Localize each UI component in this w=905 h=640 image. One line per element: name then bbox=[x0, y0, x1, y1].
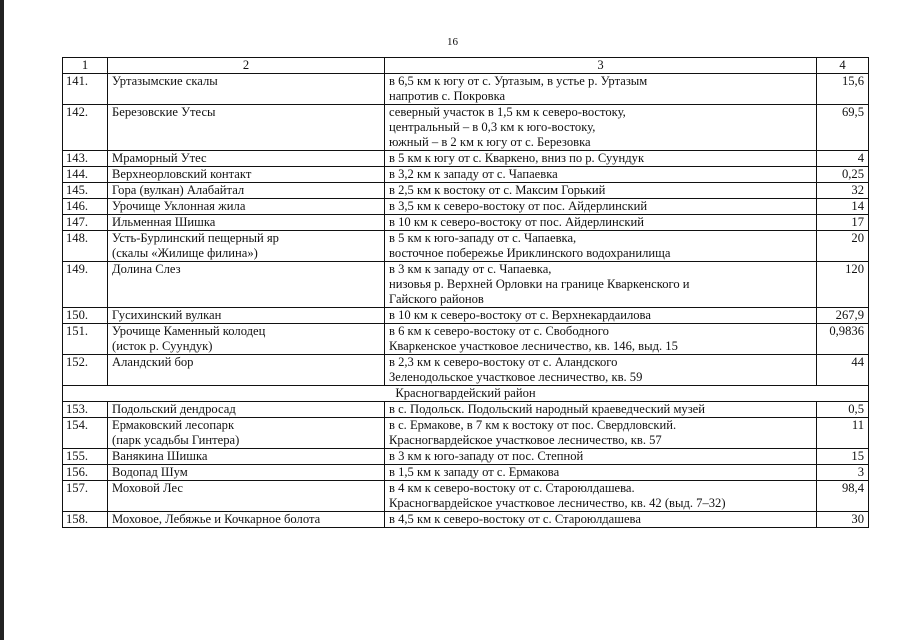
area-value: 32 bbox=[817, 183, 869, 199]
location-line: в 2,3 км к северо-востоку от с. Аландского bbox=[389, 355, 618, 369]
name-line: Водопад Шум bbox=[112, 465, 188, 479]
location-line: в 2,5 км к востоку от с. Максим Горький bbox=[389, 183, 606, 197]
row-number: 158. bbox=[63, 512, 108, 528]
location bbox=[385, 465, 817, 481]
monument-name bbox=[108, 215, 385, 231]
table-row bbox=[63, 512, 869, 528]
location-line: Красногвардейское участковое лесничество, кв. 57 bbox=[389, 433, 662, 447]
area-value: 0,9836 bbox=[817, 324, 869, 355]
location-line: в с. Подольск. Подольский народный краеведческий музей bbox=[389, 402, 706, 416]
name-line: Верхнеорловский контакт bbox=[112, 167, 252, 181]
header-cell: 1 bbox=[63, 58, 108, 74]
name-line: Урочище Каменный колодец bbox=[112, 324, 266, 338]
row-number: 157. bbox=[63, 481, 108, 512]
row-number: 146. bbox=[63, 199, 108, 215]
table-row bbox=[63, 231, 869, 262]
name-line: Долина Слез bbox=[112, 262, 181, 276]
page-number: 16 bbox=[447, 36, 458, 48]
table-row bbox=[63, 151, 869, 167]
name-line: Урочище Уклонная жила bbox=[112, 199, 246, 213]
location-line: в 3,2 км к западу от с. Чапаевка bbox=[389, 167, 558, 181]
location-line: напротив с. Покровка bbox=[389, 89, 506, 103]
row-number: 151. bbox=[63, 324, 108, 355]
name-line: (исток р. Суундук) bbox=[112, 339, 213, 353]
row-number: 153. bbox=[63, 402, 108, 418]
location bbox=[385, 215, 817, 231]
location-line: в 4,5 км к северо-востоку от с. Староюлдашева bbox=[389, 512, 641, 526]
area-value: 11 bbox=[817, 418, 869, 449]
location bbox=[385, 308, 817, 324]
nature-monuments-table bbox=[62, 57, 869, 528]
location-line: Красногвардейское участковое лесничество, кв. 42 (выд. 7–32) bbox=[389, 496, 726, 510]
location-line: северный участок в 1,5 км к северо-востоку, bbox=[389, 105, 626, 119]
table-row bbox=[63, 262, 869, 308]
name-line: Усть-Бурлинский пещерный яр bbox=[112, 231, 279, 245]
header-cell: 3 bbox=[385, 58, 817, 74]
monument-name bbox=[108, 74, 385, 105]
area-value: 17 bbox=[817, 215, 869, 231]
name-line: Уртазымские скалы bbox=[112, 74, 218, 88]
header-cell: 2 bbox=[108, 58, 385, 74]
table-row bbox=[63, 449, 869, 465]
monument-name bbox=[108, 167, 385, 183]
location-line: в 10 км к северо-востоку от с. Верхнекардаилова bbox=[389, 308, 651, 322]
name-line: Ванякина Шишка bbox=[112, 449, 208, 463]
location bbox=[385, 262, 817, 308]
monument-name bbox=[108, 418, 385, 449]
table-row bbox=[63, 167, 869, 183]
location-line: в с. Ермакове, в 7 км к востоку от пос. Свердловский. bbox=[389, 418, 677, 432]
area-value: 14 bbox=[817, 199, 869, 215]
row-number: 142. bbox=[63, 105, 108, 151]
location bbox=[385, 418, 817, 449]
name-line: Подольский дендросад bbox=[112, 402, 236, 416]
location bbox=[385, 355, 817, 386]
area-value: 69,5 bbox=[817, 105, 869, 151]
row-number: 148. bbox=[63, 231, 108, 262]
table-header-row bbox=[63, 58, 869, 74]
location-line: в 3 км к юго-западу от пос. Степной bbox=[389, 449, 584, 463]
table-row bbox=[63, 105, 869, 151]
name-line: Гора (вулкан) Алабайтал bbox=[112, 183, 245, 197]
location bbox=[385, 512, 817, 528]
monument-name bbox=[108, 262, 385, 308]
row-number: 145. bbox=[63, 183, 108, 199]
row-number: 154. bbox=[63, 418, 108, 449]
name-line: Березовские Утесы bbox=[112, 105, 216, 119]
location bbox=[385, 449, 817, 465]
monument-name bbox=[108, 308, 385, 324]
name-line: Моховой Лес bbox=[112, 481, 183, 495]
monument-name bbox=[108, 324, 385, 355]
table-row bbox=[63, 74, 869, 105]
location-line: в 5 км к югу от с. Кваркено, вниз по р. Суундук bbox=[389, 151, 645, 165]
table-row bbox=[63, 402, 869, 418]
area-value: 267,9 bbox=[817, 308, 869, 324]
monument-name bbox=[108, 512, 385, 528]
page-edge-bar bbox=[0, 0, 4, 640]
row-number: 155. bbox=[63, 449, 108, 465]
location-line: в 6 км к северо-востоку от с. Свободного bbox=[389, 324, 609, 338]
row-number: 143. bbox=[63, 151, 108, 167]
table-row bbox=[63, 418, 869, 449]
name-line: Моховое, Лебяжье и Кочкарное болота bbox=[112, 512, 321, 526]
table-row bbox=[63, 324, 869, 355]
monument-name bbox=[108, 105, 385, 151]
row-number: 147. bbox=[63, 215, 108, 231]
location bbox=[385, 402, 817, 418]
location-line: в 4 км к северо-востоку от с. Староюлдашева. bbox=[389, 481, 635, 495]
location-line: Зеленодольское участковое лесничество, кв. 59 bbox=[389, 370, 643, 384]
row-number: 144. bbox=[63, 167, 108, 183]
location bbox=[385, 183, 817, 199]
name-line: Аландский бор bbox=[112, 355, 194, 369]
location-line: южный – в 2 км к югу от с. Березовка bbox=[389, 135, 591, 149]
location-line: в 1,5 км к западу от с. Ермакова bbox=[389, 465, 560, 479]
area-value: 4 bbox=[817, 151, 869, 167]
name-line: (парк усадьбы Гинтера) bbox=[112, 433, 240, 447]
row-number: 156. bbox=[63, 465, 108, 481]
area-value: 0,5 bbox=[817, 402, 869, 418]
location bbox=[385, 324, 817, 355]
location-line: восточное побережье Ириклинского водохранилища bbox=[389, 246, 671, 260]
name-line: Мраморный Утес bbox=[112, 151, 207, 165]
table-row bbox=[63, 215, 869, 231]
area-value: 30 bbox=[817, 512, 869, 528]
table-row bbox=[63, 465, 869, 481]
monument-name bbox=[108, 151, 385, 167]
table-row bbox=[63, 355, 869, 386]
name-line: (скалы «Жилище филина») bbox=[112, 246, 258, 260]
row-number: 152. bbox=[63, 355, 108, 386]
monument-name bbox=[108, 199, 385, 215]
row-number: 141. bbox=[63, 74, 108, 105]
name-line: Ильменная Шишка bbox=[112, 215, 216, 229]
location bbox=[385, 481, 817, 512]
location-line: в 6,5 км к югу от с. Уртазым, в устье р. Уртазым bbox=[389, 74, 648, 88]
monument-name bbox=[108, 465, 385, 481]
location bbox=[385, 167, 817, 183]
monument-name bbox=[108, 481, 385, 512]
row-number: 149. bbox=[63, 262, 108, 308]
location-line: низовья р. Верхней Орловки на границе Кваркенского и bbox=[389, 277, 690, 291]
location bbox=[385, 151, 817, 167]
monument-name bbox=[108, 402, 385, 418]
name-line: Ермаковский лесопарк bbox=[112, 418, 235, 432]
area-value: 0,25 bbox=[817, 167, 869, 183]
table-row bbox=[63, 481, 869, 512]
area-value: 20 bbox=[817, 231, 869, 262]
location-line: в 3 км к западу от с. Чапаевка, bbox=[389, 262, 552, 276]
header-cell: 4 bbox=[817, 58, 869, 74]
location-line: Гайского районов bbox=[389, 292, 484, 306]
location bbox=[385, 105, 817, 151]
location-line: центральный – в 0,3 км к юго-востоку, bbox=[389, 120, 596, 134]
location bbox=[385, 231, 817, 262]
table-row bbox=[63, 183, 869, 199]
monument-name bbox=[108, 183, 385, 199]
location-line: Кваркенское участковое лесничество, кв. 146, выд. 15 bbox=[389, 339, 678, 353]
location-line: в 10 км к северо-востоку от пос. Айдерлинский bbox=[389, 215, 644, 229]
table-row bbox=[63, 199, 869, 215]
table-row bbox=[63, 308, 869, 324]
location-line: в 5 км к юго-западу от с. Чапаевка, bbox=[389, 231, 577, 245]
monument-name bbox=[108, 449, 385, 465]
location bbox=[385, 74, 817, 105]
location-line: в 3,5 км к северо-востоку от пос. Айдерлинский bbox=[389, 199, 648, 213]
section-title: Красногвардейский район bbox=[63, 386, 869, 402]
location bbox=[385, 199, 817, 215]
area-value: 120 bbox=[817, 262, 869, 308]
area-value: 44 bbox=[817, 355, 869, 386]
monument-name bbox=[108, 355, 385, 386]
section-row bbox=[63, 386, 869, 402]
area-value: 15,6 bbox=[817, 74, 869, 105]
area-value: 15 bbox=[817, 449, 869, 465]
name-line: Гусихинский вулкан bbox=[112, 308, 222, 322]
area-value: 3 bbox=[817, 465, 869, 481]
monument-name bbox=[108, 231, 385, 262]
area-value: 98,4 bbox=[817, 481, 869, 512]
row-number: 150. bbox=[63, 308, 108, 324]
